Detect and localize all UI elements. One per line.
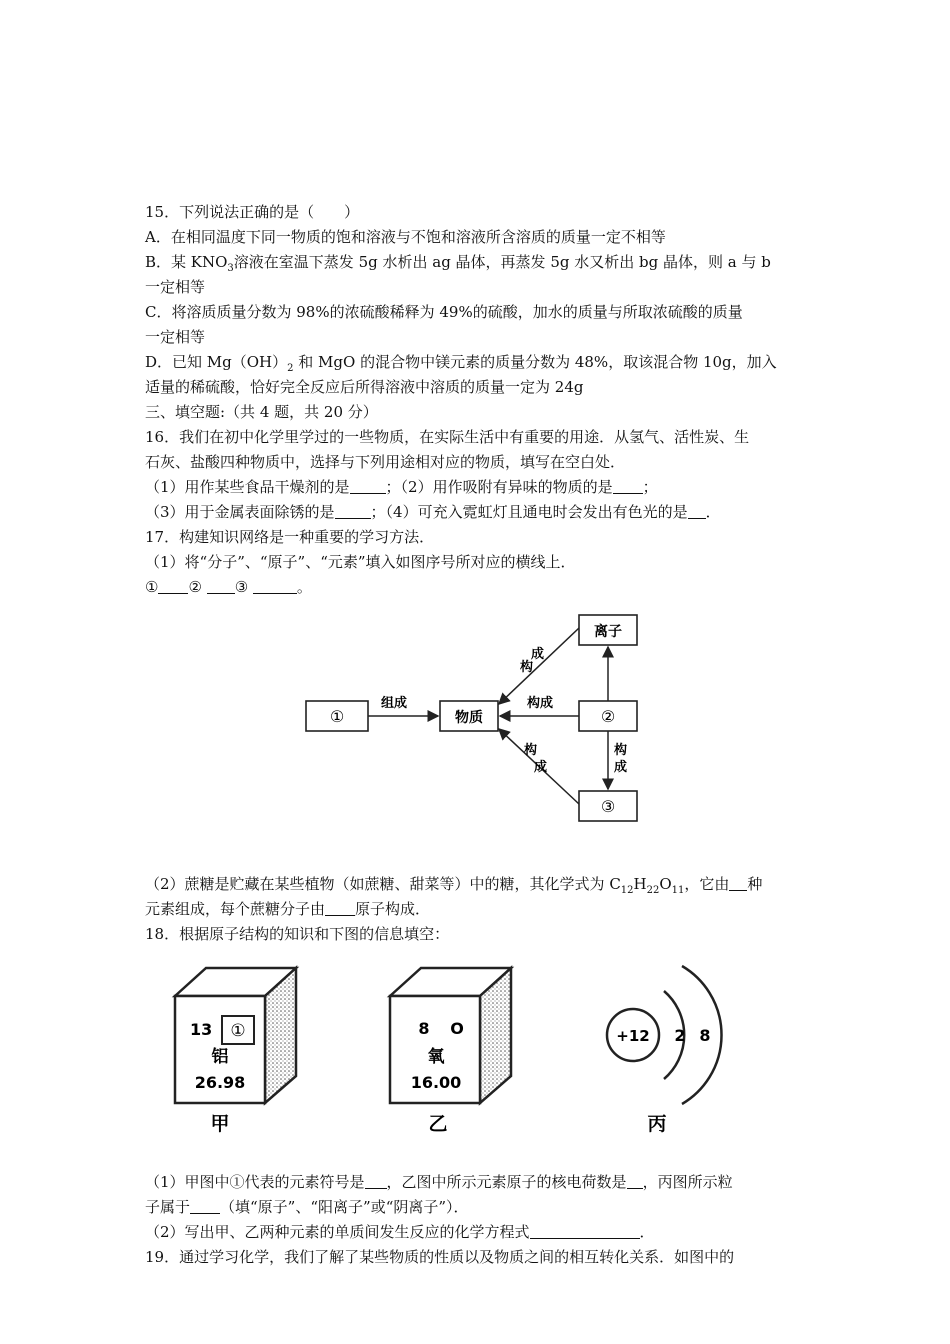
q17-molecule-text: 元素组成，每个蔗糖分子由 xyxy=(145,900,326,918)
bing-electrons-shell1: 2 xyxy=(674,1026,686,1045)
q18-part1-text: （1）甲图中①代表的元素符号是 xyxy=(145,1173,365,1191)
answer-blank[interactable] xyxy=(325,899,355,916)
box-2-label: ② xyxy=(600,707,616,726)
q18-part1-text-c: ，丙图所示粒 xyxy=(642,1173,733,1191)
answer-blank[interactable] xyxy=(350,477,386,494)
answer-blank[interactable] xyxy=(530,1222,640,1239)
q18-punct: ． xyxy=(639,1223,655,1241)
q15-d-text: D．已知 Mg（OH） xyxy=(145,353,288,371)
q16-punct: ． xyxy=(705,503,721,521)
label-cheng-lower: 成 xyxy=(534,760,548,775)
answer-blank[interactable] xyxy=(190,1197,220,1214)
answer-blank[interactable] xyxy=(688,502,706,519)
answer-blank[interactable] xyxy=(613,477,643,494)
q15-option-b-line2: 一定相等 xyxy=(145,278,206,296)
answer-blank[interactable] xyxy=(253,577,297,594)
jia-mass: 26.98 xyxy=(194,1073,246,1092)
q18-line2 xyxy=(145,1170,733,1194)
label-cheng-right: 成 xyxy=(614,760,628,775)
caption-jia: 甲 xyxy=(210,1113,230,1135)
q18-part1-text-b: ，乙图中所示元素原子的核电荷数是 xyxy=(386,1173,627,1191)
q17-unit: 种 xyxy=(747,875,763,893)
q15-b-text-rest: 溶液在室温下蒸发 5g 水析出 ag 晶体，再蒸发 5g 水又析出 bg 晶体，则 a 与 b xyxy=(233,253,771,271)
q17-line5 xyxy=(145,897,430,921)
yi-mass: 16.00 xyxy=(410,1073,462,1092)
formula-h: H xyxy=(633,875,647,893)
answer-blank[interactable] xyxy=(729,874,747,891)
q17-line1: 17．构建知识网络是一种重要的学习方法． xyxy=(145,528,435,546)
label-constitute: 构成 xyxy=(526,696,554,711)
jia-atomic-number: 13 xyxy=(190,1020,213,1039)
element-cards-figure xyxy=(160,958,760,1143)
q16-item3: （3）用于金属表面除锈的是 xyxy=(145,503,335,521)
formula-sub-h: 22 xyxy=(646,885,660,896)
box-ion-label: 离子 xyxy=(594,624,622,640)
caption-bing: 丙 xyxy=(647,1113,667,1135)
jia-name: 铝 xyxy=(211,1047,229,1067)
formula-sub-c: 12 xyxy=(620,885,634,896)
q19-line1: 19．通过学习化学，我们了解了某些物质的性质以及物质之间的相互转化关系．如图中的 xyxy=(145,1248,735,1266)
q16-punct: ； xyxy=(642,478,658,496)
yi-atomic-number: 8 xyxy=(418,1019,430,1038)
arrow-ion-matter xyxy=(499,628,579,704)
q17-mark3: ③ xyxy=(234,578,249,596)
q16-line3 xyxy=(145,475,658,499)
q15-b-subscript: 3 xyxy=(227,263,234,274)
q17-molecule-text-rest: 原子构成． xyxy=(355,900,431,918)
q18-particle-text: 子属于 xyxy=(145,1198,191,1216)
q16-line4 xyxy=(145,500,721,524)
q18-particle-options: （填“原子”、“阳离子”或“阴离子”）． xyxy=(220,1198,469,1216)
q15-b-text: B．某 KNO xyxy=(145,253,228,271)
box-matter-label: 物质 xyxy=(455,710,483,726)
q18-equation-text: （2）写出甲、乙两种元素的单质间发生反应的化学方程式 xyxy=(145,1223,530,1241)
q15-option-c-line2: 一定相等 xyxy=(145,328,206,346)
q17-line3 xyxy=(145,575,312,599)
q16-line1: 16．我们在初中化学里学过的一些物质，在实际生活中有重要的用途．从氢气、活性炭、生 xyxy=(145,428,750,446)
q17-punct: 。 xyxy=(296,578,312,596)
q17-line2: （1）将“分子”、“原子”、“元素”填入如图序号所对应的横线上． xyxy=(145,553,576,571)
section-heading: 三、填空题:（共 4 题，共 20 分） xyxy=(145,403,378,421)
answer-blank[interactable] xyxy=(365,1172,387,1189)
q15-d-subscript: 2 xyxy=(287,363,294,374)
answer-blank[interactable] xyxy=(207,577,235,594)
q16-item4: ；（4）可充入霓虹灯且通电时会发出有色光的是 xyxy=(370,503,688,521)
formula-sub-o: 11 xyxy=(671,885,685,896)
q16-line2: 石灰、盐酸四种物质中，选择与下列用途相对应的物质，填写在空白处． xyxy=(145,453,626,471)
q15-d-text-rest: 和 MgO 的混合物中镁元素的质量分数为 48%，取该混合物 10g，加入 xyxy=(293,353,777,371)
q15-option-a: A．在相同温度下同一物质的饱和溶液与不饱和溶液所含溶质的质量一定不相等 xyxy=(145,228,666,246)
jia-symbol: ① xyxy=(230,1021,246,1041)
q15-stem: 15．下列说法正确的是（ ） xyxy=(145,203,360,221)
box-3-label: ③ xyxy=(600,797,616,816)
bing-nucleus-charge: +12 xyxy=(616,1027,650,1045)
caption-yi: 乙 xyxy=(428,1113,448,1135)
q18-line3 xyxy=(145,1195,469,1219)
q17-mark1: ① xyxy=(145,578,159,596)
label-gou-upper: 构 xyxy=(520,660,534,675)
q18-line1: 18．根据原子结构的知识和下图的信息填空： xyxy=(145,925,450,943)
answer-blank[interactable] xyxy=(627,1172,643,1189)
q17-sucrose-text-rest: ，它由 xyxy=(684,875,730,893)
formula-o: O xyxy=(659,875,672,893)
yi-symbol: O xyxy=(450,1019,464,1038)
box-1-label: ① xyxy=(329,707,345,726)
label-gou-lower: 构 xyxy=(524,743,538,758)
q16-item1: （1）用作某些食品干燥剂的是 xyxy=(145,478,350,496)
q18-line4 xyxy=(145,1220,655,1244)
yi-name: 氧 xyxy=(427,1047,445,1067)
label-cheng-upper: 成 xyxy=(531,647,545,662)
q17-mark2: ② xyxy=(188,578,202,596)
answer-blank[interactable] xyxy=(158,577,188,594)
q17-sucrose-text: （2）蔗糖是贮藏在某些植物（如蔗糖、甜菜等）中的糖，其化学式为 C xyxy=(145,875,621,893)
q15-option-d-line2: 适量的稀硫酸，恰好完全反应后所得溶液中溶质的质量一定为 24g xyxy=(145,378,584,396)
answer-blank[interactable] xyxy=(335,502,371,519)
q16-item2: ；（2）用作吸附有异味的物质的是 xyxy=(385,478,613,496)
bing-electrons-shell2: 8 xyxy=(699,1026,711,1045)
q15-option-c-line1: C．将溶质质量分数为 98%的浓硫酸稀释为 49%的硫酸，加水的质量与所取浓硫酸的质量 xyxy=(145,303,743,321)
label-gou-right: 构 xyxy=(614,743,628,758)
q15-option-b-line1 xyxy=(145,250,771,281)
label-compose: 组成 xyxy=(380,696,408,711)
knowledge-network-diagram xyxy=(296,606,656,828)
